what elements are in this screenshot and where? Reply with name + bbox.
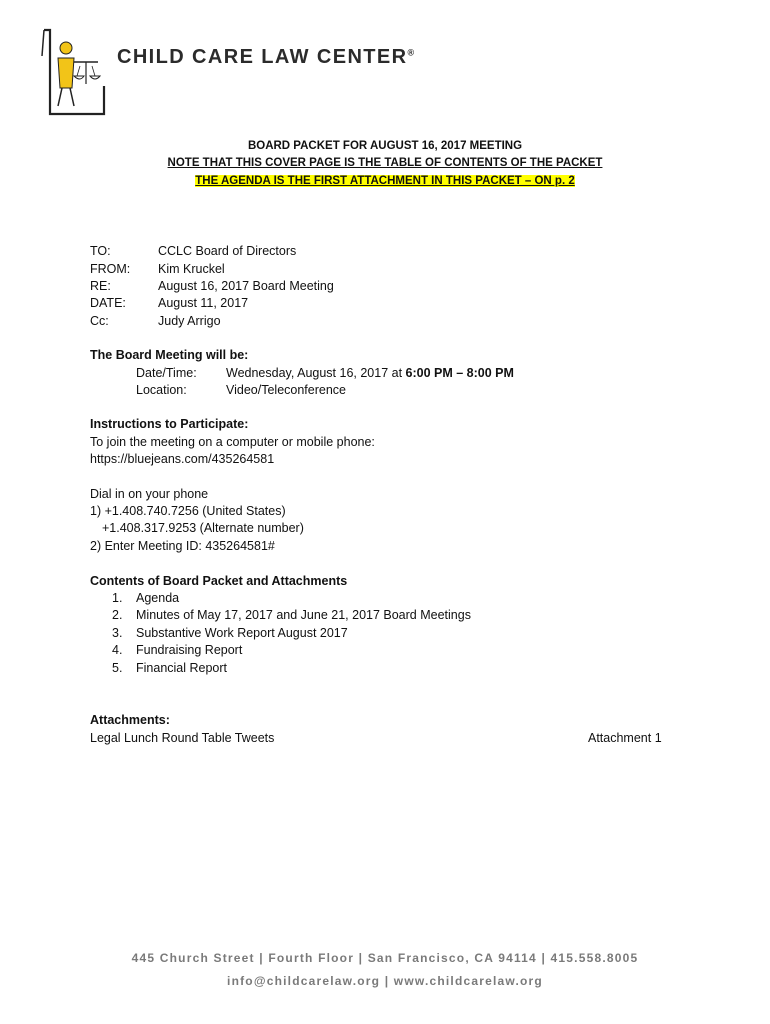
attachment-item: Legal Lunch Round Table Tweets [90,731,275,745]
contents-item: 4. Fundraising Report [112,643,243,657]
attachment-ref: Attachment 1 [588,731,662,745]
contents-item: 5. Financial Report [112,661,228,675]
attachments-heading: Attachments: [90,713,170,727]
meeting-datetime: Date/Time: Wednesday, August 16, 2017 at 6:00 PM – 8:00 PM [136,366,514,380]
contents-item: 3. Substantive Work Report August 2017 [112,626,348,640]
footer-address: 445 Church Street | Fourth Floor | San Francisco, CA 94114 | 415.558.8005 [131,951,639,965]
title-line-2: NOTE THAT THIS COVER PAGE IS THE TABLE OF CONTENTS OF THE PACKET [167,157,603,169]
meeting-location: Location: Video/Teleconference [136,383,346,397]
dial-number-1: 1) +1.408.740.7256 (United States) [90,504,286,518]
memo-cc: Cc: Judy Arrigo [90,314,221,328]
registered-mark: ® [407,47,415,58]
meeting-id: 2) Enter Meeting ID: 435264581# [90,539,275,553]
instructions-heading: Instructions to Participate: [90,417,249,431]
instructions-line: To join the meeting on a computer or mobile phone: [90,435,375,449]
logo-icon [40,26,108,118]
dial-heading: Dial in on your phone [90,487,209,501]
meeting-heading: The Board Meeting will be: [90,348,249,362]
org-name [117,46,414,69]
memo-re: RE: August 16, 2017 Board Meeting [90,279,334,293]
title-line-1: BOARD PACKET FOR AUGUST 16, 2017 MEETING [247,140,523,152]
contents-item: 1. Agenda [112,591,180,605]
memo-from: FROM: Kim Kruckel [90,262,225,276]
memo-date: DATE: August 11, 2017 [90,296,249,310]
title-line-3: THE AGENDA IS THE FIRST ATTACHMENT IN THIS PACKET – ON p. 2 [195,175,575,187]
memo-to: TO: CCLC Board of Directors [90,244,297,258]
contents-item: 2. Minutes of May 17, 2017 and June 21, 2017 Board Meetings [112,608,471,622]
dial-number-2: +1.408.317.9253 (Alternate number) [102,521,304,535]
contents-heading: Contents of Board Packet and Attachments [90,574,348,588]
footer-contact: info@childcarelaw.org | www.childcarelaw.org [227,974,543,988]
meeting-link[interactable]: https://bluejeans.com/435264581 [90,452,275,466]
org-name-text: CHILD CARE LAW CENTER [117,46,408,68]
